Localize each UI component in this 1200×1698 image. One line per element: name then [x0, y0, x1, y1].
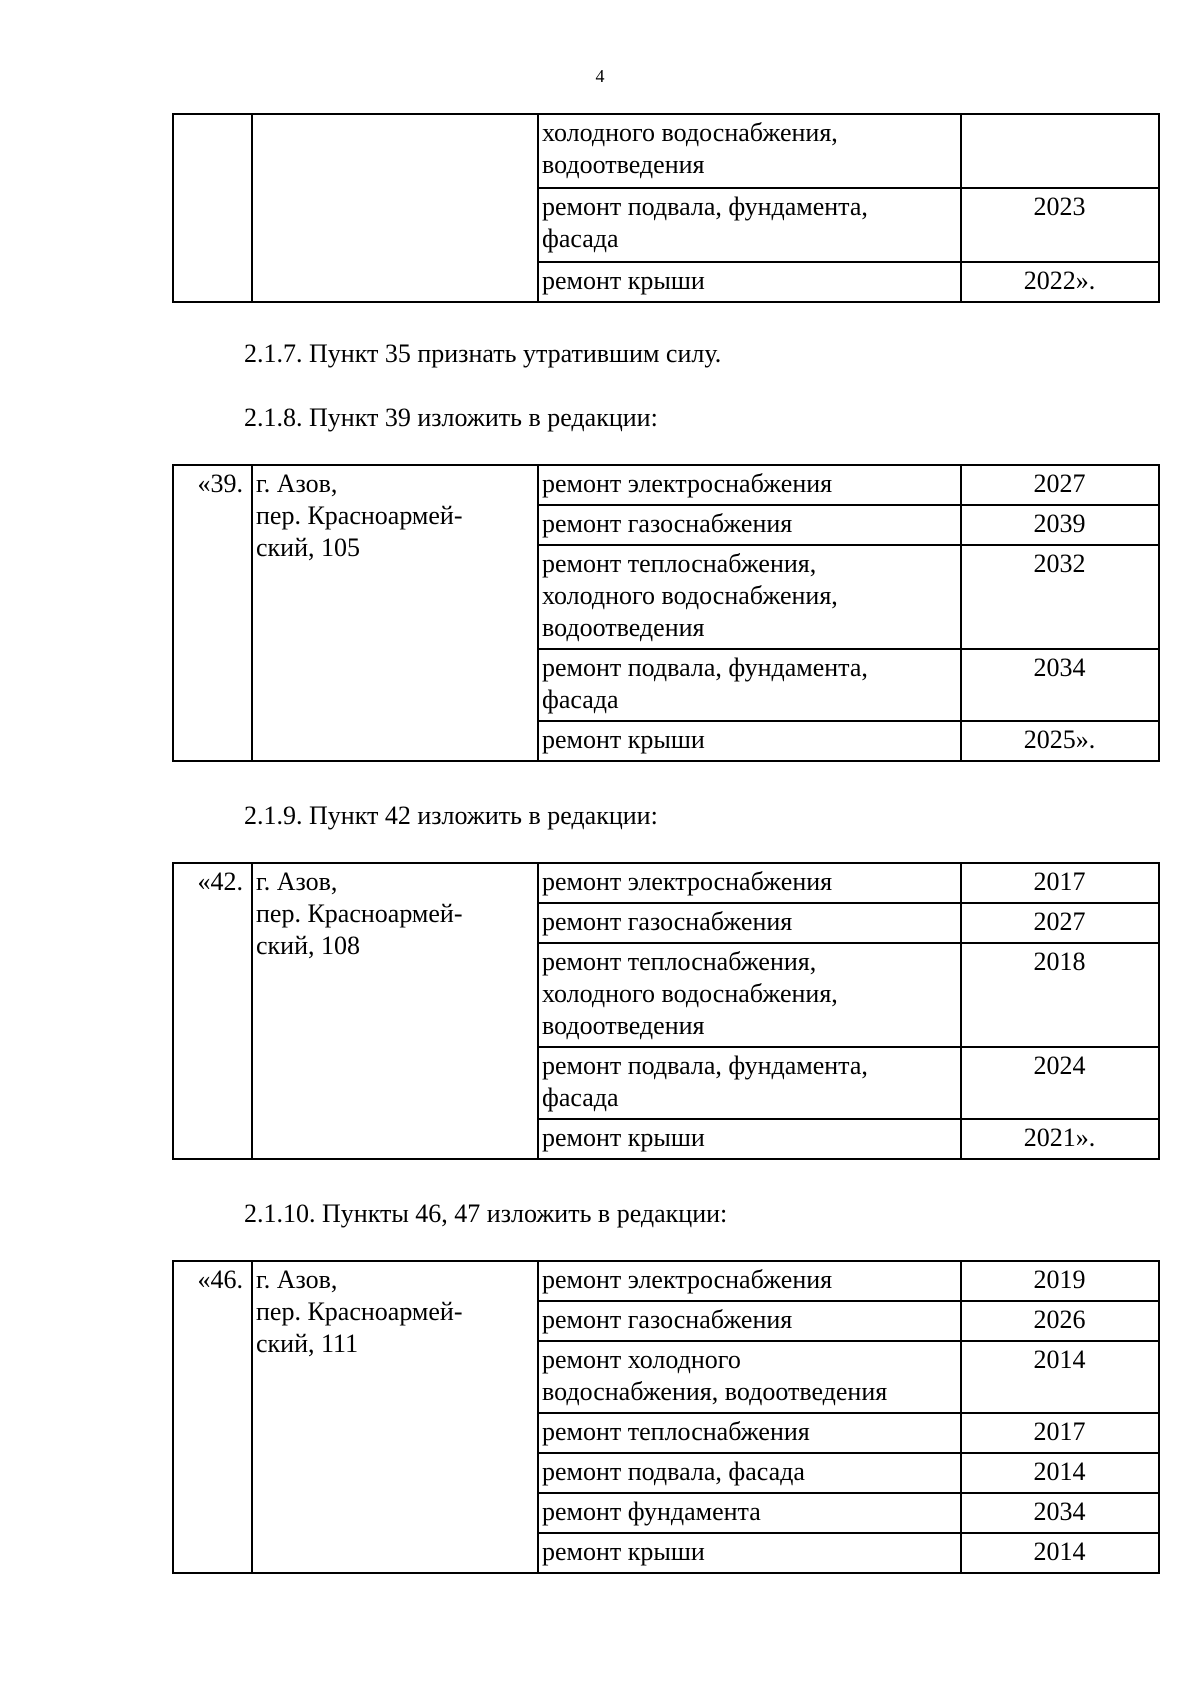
table-item-42 [172, 862, 1160, 1160]
year-cell: 2014 [961, 1341, 1159, 1413]
work-cell: ремонт электроснабжения [538, 1261, 961, 1301]
work-cell: ремонт крыши [538, 1119, 961, 1159]
table-item-46 [172, 1260, 1160, 1574]
address-cell: г. Азов, пер. Красноармей- ский, 108 [252, 863, 538, 1159]
number-cell: «42. [173, 863, 252, 1159]
work-cell: ремонт газоснабжения [538, 1301, 961, 1341]
year-cell: 2034 [961, 649, 1159, 721]
year-cell: 2022». [961, 262, 1159, 302]
table-row [173, 114, 1159, 188]
year-cell: 2039 [961, 505, 1159, 545]
work-cell: ремонт теплоснабжения, холодного водоснабжения, водоотведения [538, 943, 961, 1047]
address-cell: г. Азов, пер. Красноармей- ский, 111 [252, 1261, 538, 1573]
year-cell [961, 114, 1159, 188]
year-cell: 2026 [961, 1301, 1159, 1341]
year-cell: 2021». [961, 1119, 1159, 1159]
table-row [173, 465, 1159, 505]
work-cell: ремонт электроснабжения [538, 863, 961, 903]
number-cell: «39. [173, 465, 252, 761]
year-cell: 2027 [961, 903, 1159, 943]
number-cell: «46. [173, 1261, 252, 1573]
table-continuation [172, 113, 1160, 303]
year-cell: 2032 [961, 545, 1159, 649]
table-row [173, 1261, 1159, 1301]
table-item-39 [172, 464, 1160, 762]
work-cell: холодного водоснабжения, водоотведения [538, 114, 961, 188]
work-cell: ремонт холодного водоснабжения, водоотведения [538, 1341, 961, 1413]
year-cell: 2025». [961, 721, 1159, 761]
year-cell: 2017 [961, 863, 1159, 903]
paragraph-2-1-9: 2.1.9. Пункт 42 изложить в редакции: [244, 801, 658, 830]
year-cell: 2019 [961, 1261, 1159, 1301]
work-cell: ремонт подвала, фасада [538, 1453, 961, 1493]
year-cell: 2024 [961, 1047, 1159, 1119]
page-number: 4 [595, 66, 605, 86]
year-cell: 2034 [961, 1493, 1159, 1533]
work-cell: ремонт теплоснабжения [538, 1413, 961, 1453]
paragraph-2-1-8: 2.1.8. Пункт 39 изложить в редакции: [244, 403, 658, 432]
address-cell: г. Азов, пер. Красноармей- ский, 105 [252, 465, 538, 761]
work-cell: ремонт крыши [538, 721, 961, 761]
work-cell: ремонт подвала, фундамента, фасада [538, 649, 961, 721]
year-cell: 2023 [961, 188, 1159, 262]
year-cell: 2027 [961, 465, 1159, 505]
year-cell: 2014 [961, 1533, 1159, 1573]
table-row [173, 863, 1159, 903]
year-cell: 2017 [961, 1413, 1159, 1453]
year-cell: 2018 [961, 943, 1159, 1047]
work-cell: ремонт газоснабжения [538, 505, 961, 545]
work-cell: ремонт подвала, фундамента, фасада [538, 1047, 961, 1119]
paragraph-2-1-7: 2.1.7. Пункт 35 признать утратившим силу. [244, 339, 722, 368]
work-cell: ремонт теплоснабжения, холодного водоснабжения, водоотведения [538, 545, 961, 649]
work-cell: ремонт крыши [538, 262, 961, 302]
address-cell [252, 114, 538, 302]
paragraph-2-1-10: 2.1.10. Пункты 46, 47 изложить в редакции: [244, 1199, 728, 1228]
work-cell: ремонт газоснабжения [538, 903, 961, 943]
number-cell [173, 114, 252, 302]
work-cell: ремонт крыши [538, 1533, 961, 1573]
year-cell: 2014 [961, 1453, 1159, 1493]
work-cell: ремонт подвала, фундамента, фасада [538, 188, 961, 262]
work-cell: ремонт электроснабжения [538, 465, 961, 505]
work-cell: ремонт фундамента [538, 1493, 961, 1533]
